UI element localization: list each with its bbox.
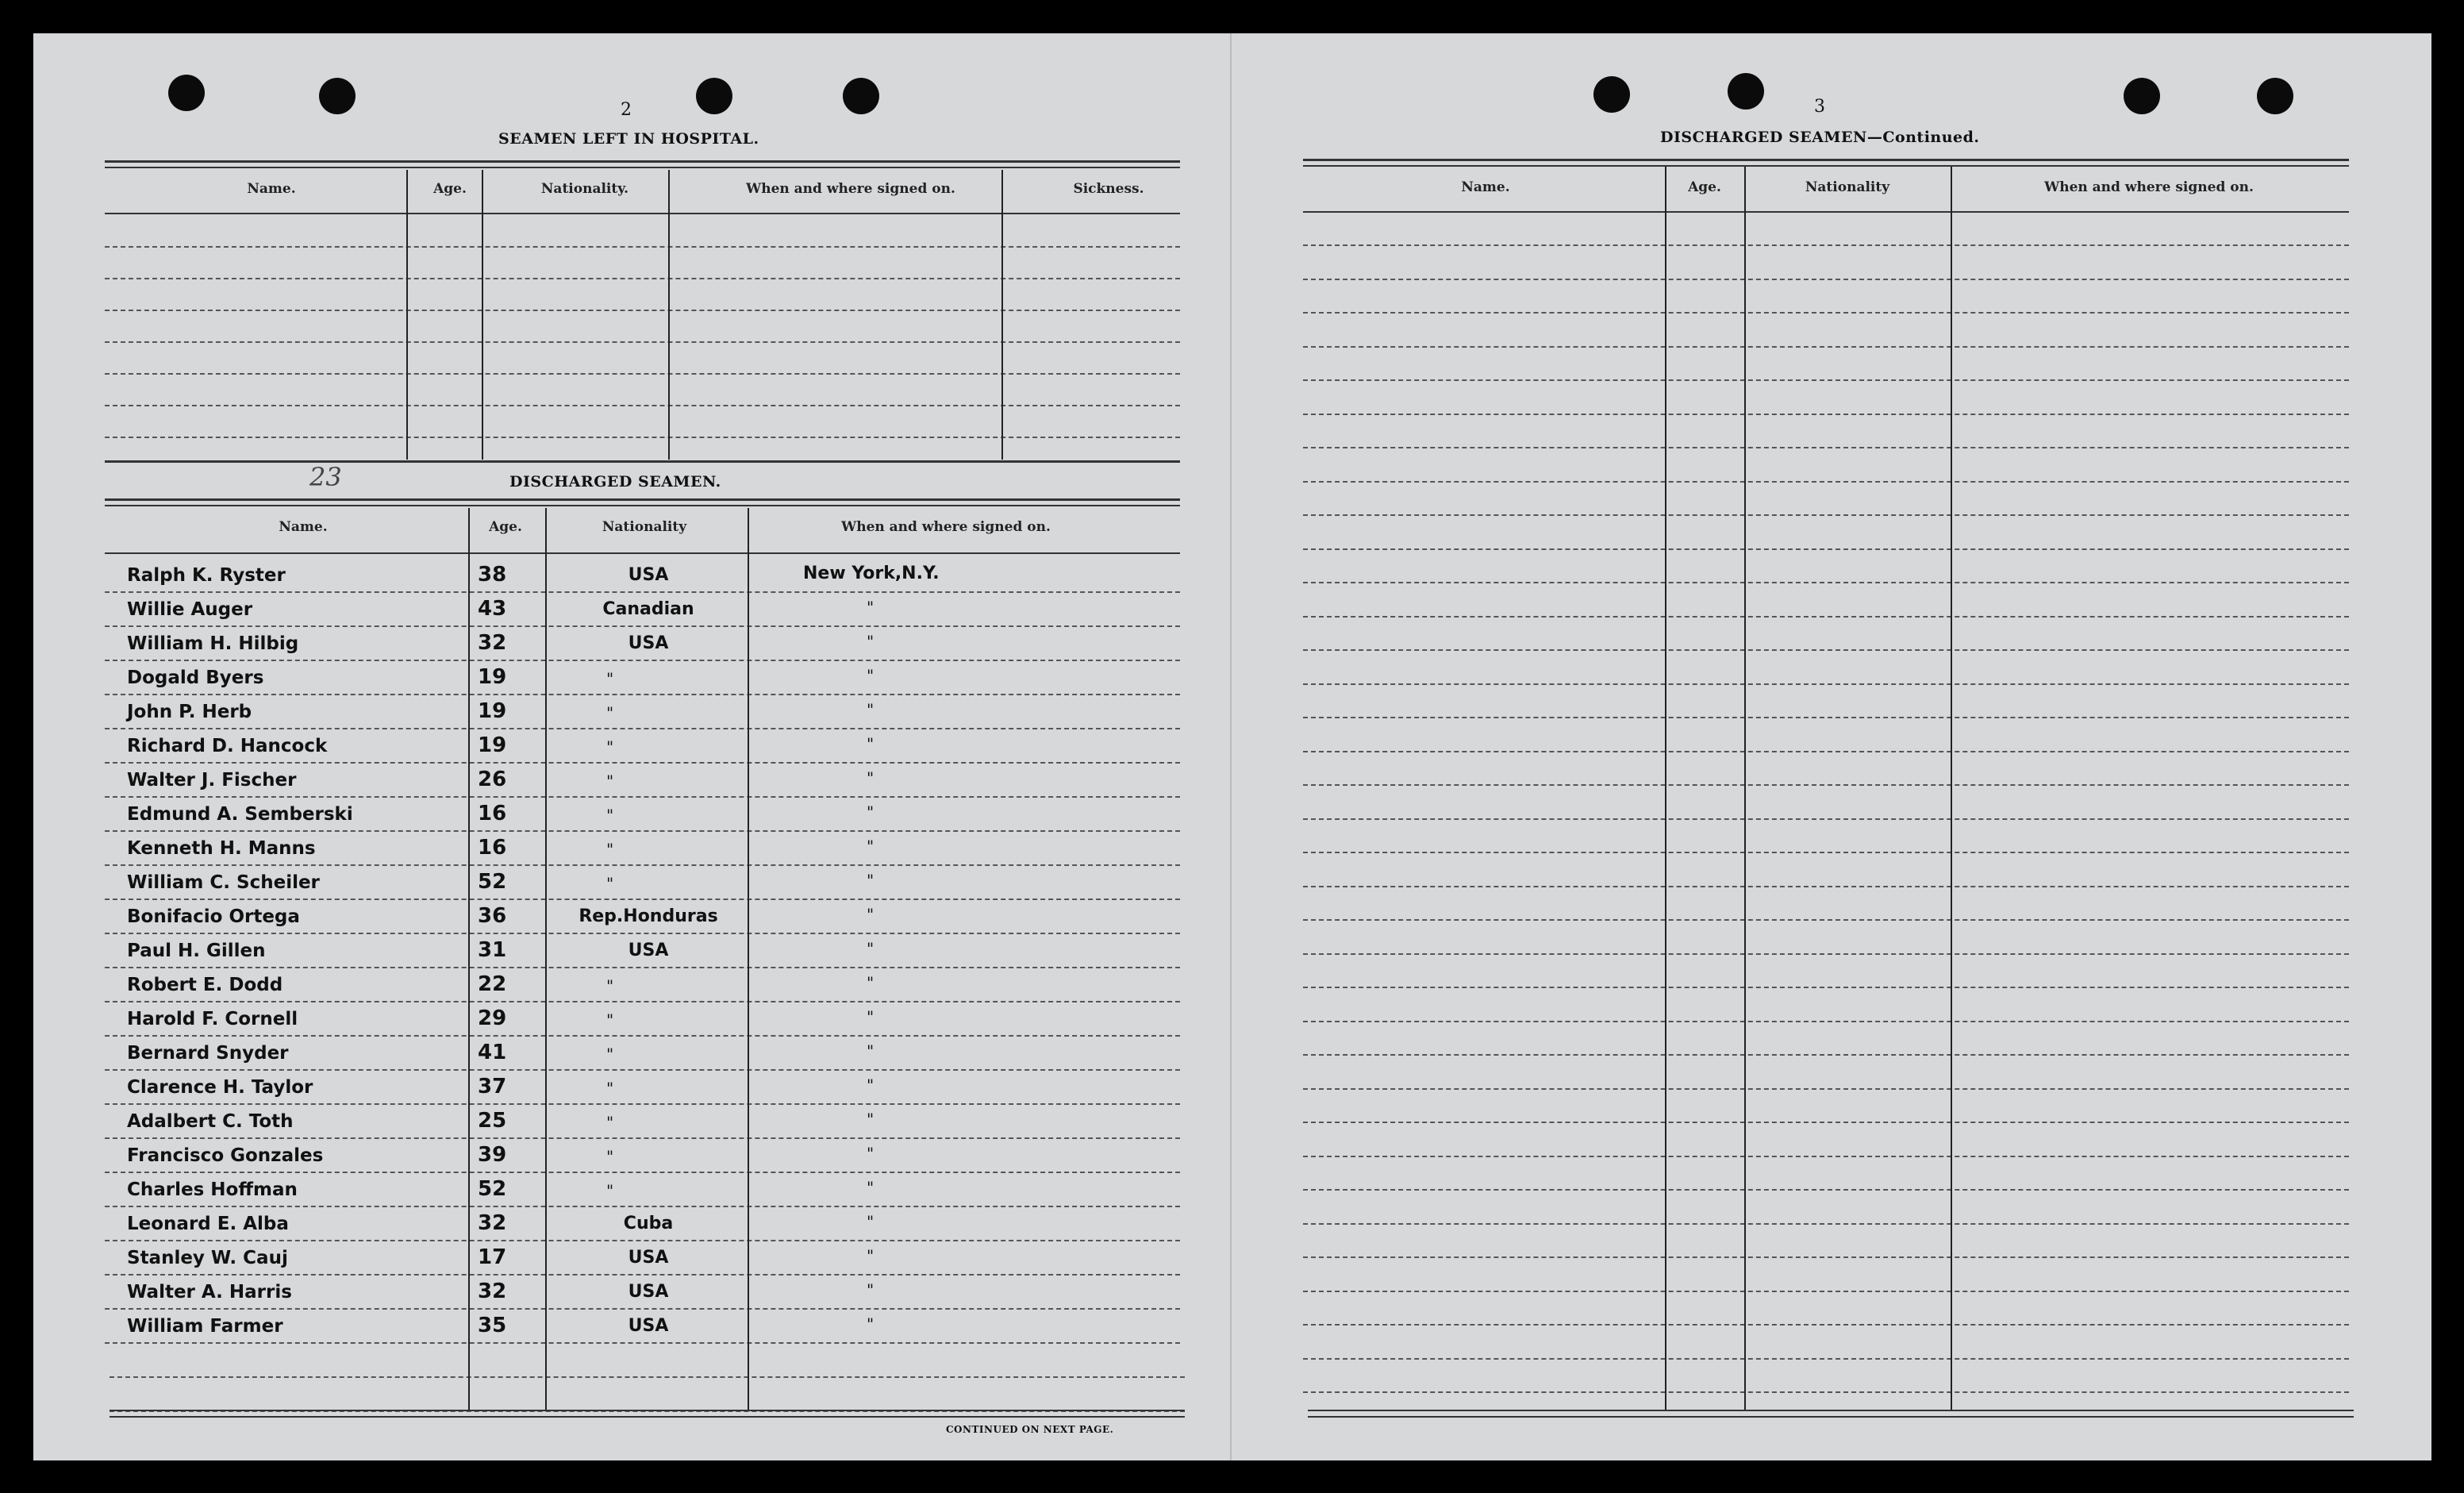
row-line — [110, 1376, 1185, 1378]
seaman-age: 19 — [478, 699, 507, 723]
discharged-header-age: Age. — [489, 519, 522, 535]
row-line — [1303, 953, 2349, 955]
right-top-rule — [1303, 159, 2349, 161]
right-col-divider — [1744, 167, 1746, 1410]
seaman-name: Adalbert C. Toth — [127, 1111, 294, 1132]
discharged-header-signed-on: When and where signed on. — [841, 519, 1051, 535]
seaman-name: John P. Herb — [127, 702, 252, 722]
row-line — [1303, 683, 2349, 685]
right-header-name: Name. — [1461, 179, 1510, 195]
row-line — [1303, 1189, 2349, 1191]
row-line — [105, 1172, 1180, 1173]
discharged-top-rule-2 — [105, 505, 1180, 506]
punch-hole — [1593, 76, 1630, 113]
seaman-name: Stanley W. Cauj — [127, 1248, 288, 1268]
count-annotation: 23 — [309, 462, 342, 492]
seaman-name: Bonifacio Ortega — [127, 906, 300, 927]
row-line — [105, 660, 1180, 661]
nationality-ditto: " — [606, 772, 614, 791]
seaman-age: 52 — [478, 870, 507, 894]
row-line — [1303, 1223, 2349, 1225]
right-page — [1230, 33, 2431, 1460]
punch-hole — [2124, 78, 2160, 114]
signed-on-ditto: " — [867, 1007, 875, 1026]
continued-footer: CONTINUED ON NEXT PAGE. — [946, 1424, 1114, 1435]
seaman-name: Walter J. Fischer — [127, 770, 297, 791]
nationality-ditto: " — [606, 806, 614, 825]
row-line — [105, 1342, 1180, 1344]
seaman-name: Dogald Byers — [127, 668, 264, 688]
seaman-nationality: Canadian — [602, 599, 694, 619]
row-line — [105, 373, 1180, 375]
seaman-age: 43 — [478, 597, 507, 621]
seaman-name: Robert E. Dodd — [127, 975, 283, 995]
hospital-section-title: SEAMEN LEFT IN HOSPITAL. — [498, 130, 759, 148]
signed-on-ditto: " — [867, 871, 875, 890]
punch-hole — [1728, 73, 1764, 110]
right-header-age: Age. — [1688, 179, 1721, 195]
row-line — [1303, 346, 2349, 348]
seaman-age: 17 — [478, 1245, 507, 1269]
row-line — [105, 1308, 1180, 1310]
row-line — [105, 830, 1180, 832]
hospital-top-rule — [105, 160, 1180, 163]
row-line — [1303, 717, 2349, 718]
seaman-age: 31 — [478, 938, 507, 962]
right-section-title: DISCHARGED SEAMEN—Continued. — [1660, 129, 1980, 146]
signed-on-ditto: " — [867, 598, 875, 617]
signed-on-ditto: " — [867, 837, 875, 856]
seaman-age: 52 — [478, 1177, 507, 1201]
row-line — [1303, 1156, 2349, 1157]
right-col-divider — [1665, 167, 1666, 1410]
row-line — [105, 694, 1180, 695]
hospital-header-nationality: Nationality. — [540, 181, 629, 197]
seaman-name: Harold F. Cornell — [127, 1009, 298, 1029]
hospital-col-divider — [668, 170, 670, 460]
row-line — [105, 1001, 1180, 1002]
signed-on-ditto: " — [867, 939, 875, 958]
seaman-age: 35 — [478, 1314, 507, 1337]
right-top-rule-2 — [1303, 165, 2349, 167]
punch-hole — [2257, 78, 2293, 114]
right-header-rule — [1303, 211, 2349, 213]
seaman-age: 38 — [478, 563, 507, 587]
seaman-age: 19 — [478, 665, 507, 689]
row-line — [1303, 1021, 2349, 1022]
row-line — [105, 1069, 1180, 1071]
row-line — [1303, 1122, 2349, 1123]
hospital-header-name: Name. — [247, 181, 296, 197]
row-line — [105, 967, 1180, 968]
seaman-nationality: Cuba — [623, 1214, 674, 1233]
punch-hole — [319, 78, 356, 114]
signed-on-ditto: " — [867, 1280, 875, 1299]
row-line — [1303, 481, 2349, 483]
seaman-age: 37 — [478, 1075, 507, 1099]
row-line — [1303, 548, 2349, 550]
row-line — [1303, 987, 2349, 988]
discharged-col-divider — [545, 508, 547, 1411]
page-number: 2 — [621, 100, 632, 120]
row-line — [1303, 1291, 2349, 1292]
seaman-name: Kenneth H. Manns — [127, 838, 316, 859]
discharged-header-name: Name. — [279, 519, 328, 535]
right-bottom-rule-2 — [1308, 1416, 2354, 1418]
row-line — [105, 278, 1180, 279]
seaman-nationality: USA — [628, 633, 669, 653]
row-line — [105, 796, 1180, 798]
signed-on-ditto: " — [867, 632, 875, 651]
signed-on-ditto: " — [867, 1212, 875, 1231]
row-line — [105, 1206, 1180, 1207]
row-line — [105, 728, 1180, 729]
row-line — [1303, 447, 2349, 448]
seaman-nationality: USA — [628, 565, 669, 585]
row-line — [1303, 379, 2349, 381]
seaman-name: William C. Scheiler — [127, 872, 320, 893]
row-line — [105, 864, 1180, 866]
row-line — [1303, 649, 2349, 651]
row-line — [1303, 279, 2349, 280]
nationality-ditto: " — [606, 1079, 614, 1098]
right-col-divider — [1951, 167, 1952, 1410]
seaman-nationality: USA — [628, 1316, 669, 1336]
hospital-header-rule — [105, 213, 1180, 214]
nationality-ditto: " — [606, 874, 614, 893]
hospital-header-age: Age. — [433, 181, 467, 197]
row-line — [105, 1137, 1180, 1139]
row-line — [1303, 818, 2349, 820]
punch-hole — [168, 75, 205, 111]
hospital-col-divider — [482, 170, 483, 460]
row-line — [105, 591, 1180, 593]
signed-on-ditto: " — [867, 1144, 875, 1163]
seaman-age: 22 — [478, 972, 507, 996]
signed-on-ditto: " — [867, 700, 875, 719]
row-line — [105, 762, 1180, 764]
row-line — [1303, 919, 2349, 921]
nationality-ditto: " — [606, 1147, 614, 1166]
nationality-ditto: " — [606, 840, 614, 859]
row-line — [105, 405, 1180, 406]
signed-on-ditto: " — [867, 973, 875, 992]
row-line — [105, 933, 1180, 934]
discharged-header-rule — [105, 552, 1180, 554]
row-line — [1303, 784, 2349, 786]
row-line — [105, 341, 1180, 343]
hospital-col-divider — [1001, 170, 1003, 460]
nationality-ditto: " — [606, 669, 614, 688]
signed-on-ditto: " — [867, 1178, 875, 1197]
row-line — [105, 1274, 1180, 1276]
row-line — [1303, 244, 2349, 246]
nationality-ditto: " — [606, 1010, 614, 1029]
seaman-age: 32 — [478, 1279, 507, 1303]
punch-hole — [843, 78, 879, 114]
row-line — [1303, 312, 2349, 314]
row-line — [1303, 1358, 2349, 1360]
signed-on-ditto: " — [867, 1314, 875, 1333]
seaman-nationality: USA — [628, 1248, 669, 1268]
signed-on-ditto: " — [867, 1246, 875, 1265]
row-line — [1303, 582, 2349, 583]
seaman-age: 16 — [478, 802, 507, 825]
hospital-col-divider — [406, 170, 408, 460]
nationality-ditto: " — [606, 1045, 614, 1064]
seaman-signed-on: New York,N.Y. — [803, 564, 940, 583]
seaman-age: 39 — [478, 1143, 507, 1167]
row-line — [1303, 1324, 2349, 1326]
row-line — [1303, 751, 2349, 752]
seaman-name: Paul H. Gillen — [127, 941, 266, 961]
seaman-age: 26 — [478, 768, 507, 791]
hospital-header-signed-on: When and where signed on. — [746, 181, 955, 197]
discharged-col-divider — [748, 508, 749, 1411]
row-line — [1303, 1088, 2349, 1090]
seaman-age: 36 — [478, 904, 507, 928]
seaman-name: Willie Auger — [127, 599, 253, 620]
signed-on-ditto: " — [867, 768, 875, 787]
row-line — [1303, 886, 2349, 887]
nationality-ditto: " — [606, 976, 614, 995]
row-line — [105, 1035, 1180, 1037]
discharged-col-divider — [468, 508, 470, 1411]
seaman-age: 29 — [478, 1006, 507, 1030]
discharged-bottom-rule — [110, 1410, 1185, 1411]
row-line — [105, 1240, 1180, 1241]
hospital-bottom-rule — [105, 460, 1180, 463]
row-line — [1303, 1256, 2349, 1258]
right-header-nationality: Nationality — [1805, 179, 1890, 195]
row-line — [105, 1103, 1180, 1105]
left-page — [33, 33, 1230, 1460]
seaman-name: William Farmer — [127, 1316, 283, 1337]
seaman-name: Edmund A. Semberski — [127, 804, 353, 825]
row-line — [1303, 514, 2349, 516]
right-header-signed-on: When and where signed on. — [2044, 179, 2254, 195]
seaman-name: Bernard Snyder — [127, 1043, 289, 1064]
seaman-name: Francisco Gonzales — [127, 1145, 324, 1166]
seaman-name: Walter A. Harris — [127, 1282, 292, 1303]
row-line — [105, 898, 1180, 900]
seaman-nationality: USA — [628, 1282, 669, 1302]
row-line — [105, 437, 1180, 438]
seaman-nationality: USA — [628, 941, 669, 960]
seaman-name: Clarence H. Taylor — [127, 1077, 313, 1098]
seaman-age: 32 — [478, 631, 507, 655]
discharged-top-rule — [105, 498, 1180, 501]
discharged-section-title: DISCHARGED SEAMEN. — [509, 473, 721, 491]
hospital-top-rule-2 — [105, 167, 1180, 168]
seaman-name: William H. Hilbig — [127, 633, 299, 654]
signed-on-ditto: " — [867, 666, 875, 685]
row-line — [1303, 1054, 2349, 1056]
row-line — [1303, 1391, 2349, 1393]
page-number: 3 — [1814, 97, 1825, 117]
signed-on-ditto: " — [867, 734, 875, 753]
hospital-header-sickness: Sickness. — [1073, 181, 1144, 197]
signed-on-ditto: " — [867, 1041, 875, 1060]
row-line — [105, 625, 1180, 627]
nationality-ditto: " — [606, 737, 614, 756]
row-line — [105, 310, 1180, 311]
seaman-name: Richard D. Hancock — [127, 736, 328, 756]
seaman-age: 25 — [478, 1109, 507, 1133]
seaman-name: Leonard E. Alba — [127, 1214, 289, 1234]
seaman-name: Ralph K. Ryster — [127, 565, 286, 586]
seaman-age: 19 — [478, 733, 507, 757]
seaman-age: 16 — [478, 836, 507, 860]
signed-on-ditto: " — [867, 1110, 875, 1129]
signed-on-ditto: " — [867, 802, 875, 822]
nationality-ditto: " — [606, 1113, 614, 1132]
nationality-ditto: " — [606, 703, 614, 722]
right-bottom-rule — [1308, 1410, 2354, 1411]
seaman-age: 32 — [478, 1211, 507, 1235]
row-line — [1303, 852, 2349, 853]
seaman-age: 41 — [478, 1041, 507, 1064]
row-line — [105, 246, 1180, 248]
signed-on-ditto: " — [867, 1075, 875, 1095]
row-line — [1303, 414, 2349, 415]
seaman-nationality: Rep.Honduras — [579, 906, 718, 926]
signed-on-ditto: " — [867, 905, 875, 924]
seaman-name: Charles Hoffman — [127, 1179, 298, 1200]
nationality-ditto: " — [606, 1181, 614, 1200]
row-line — [1303, 616, 2349, 618]
discharged-bottom-rule-2 — [110, 1416, 1185, 1418]
discharged-header-nationality: Nationality — [602, 519, 687, 535]
punch-hole — [696, 78, 732, 114]
